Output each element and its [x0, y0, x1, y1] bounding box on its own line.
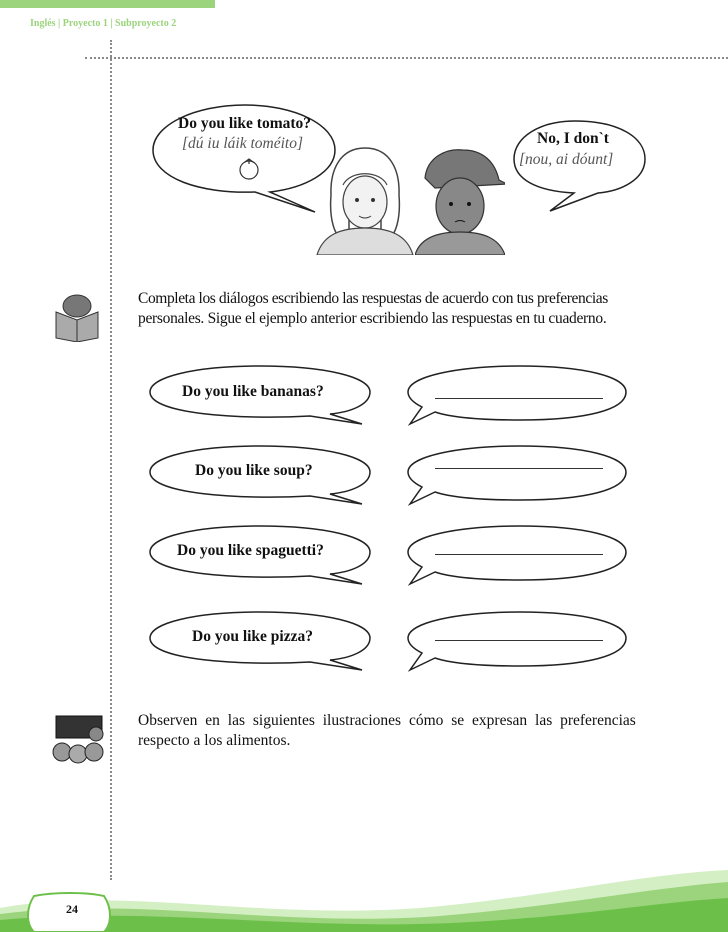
header-accent-bar: [0, 0, 215, 8]
answer-blank-line[interactable]: [435, 640, 603, 641]
vertical-dotted-divider: [110, 40, 112, 880]
page-number: 24: [66, 902, 78, 916]
example-answer-text: No, I don`t: [537, 130, 609, 147]
instruction-2-line-2: respecto a los alimentos.: [138, 732, 291, 749]
classroom-group-icon: [48, 712, 108, 767]
tomato-icon: [234, 155, 264, 181]
answer-blank-line[interactable]: [435, 398, 603, 399]
answer-bubble-bananas: [400, 362, 635, 427]
question-text: Do you like bananas?: [182, 383, 324, 400]
horizontal-dotted-divider: [85, 57, 728, 59]
girl-illustration: [315, 140, 415, 255]
answer-blank-line[interactable]: [435, 468, 603, 469]
answer-bubble-soup: [400, 442, 635, 507]
example-answer-pronunciation: [nou, ai dóunt]: [519, 151, 614, 168]
question-text: Do you like spaguetti?: [177, 542, 324, 559]
question-text: Do you like pizza?: [192, 628, 313, 645]
example-question-pronunciation: [dú iu láik toméito]: [182, 135, 303, 152]
question-text: Do you like soup?: [195, 462, 313, 479]
instruction-2-line-1: Observen en las siguientes ilustraciones cómo se expresan las preferencias: [138, 712, 636, 729]
header-breadcrumb: Inglés | Proyecto 1 | Subproyecto 2: [30, 18, 177, 29]
boy-illustration: [415, 140, 505, 255]
footer-wave-decoration: [0, 868, 728, 932]
reading-student-icon: [50, 292, 105, 342]
instruction-1-line-2: personales. Sigue el ejemplo anterior escribiendo las respuestas en tu cuaderno.: [138, 310, 607, 327]
instruction-1-line-1: Completa los diálogos escribiendo las respuestas de acuerdo con tus preferencias: [138, 290, 608, 307]
example-question-text: Do you like tomato?: [178, 115, 312, 132]
answer-blank-line[interactable]: [435, 554, 603, 555]
